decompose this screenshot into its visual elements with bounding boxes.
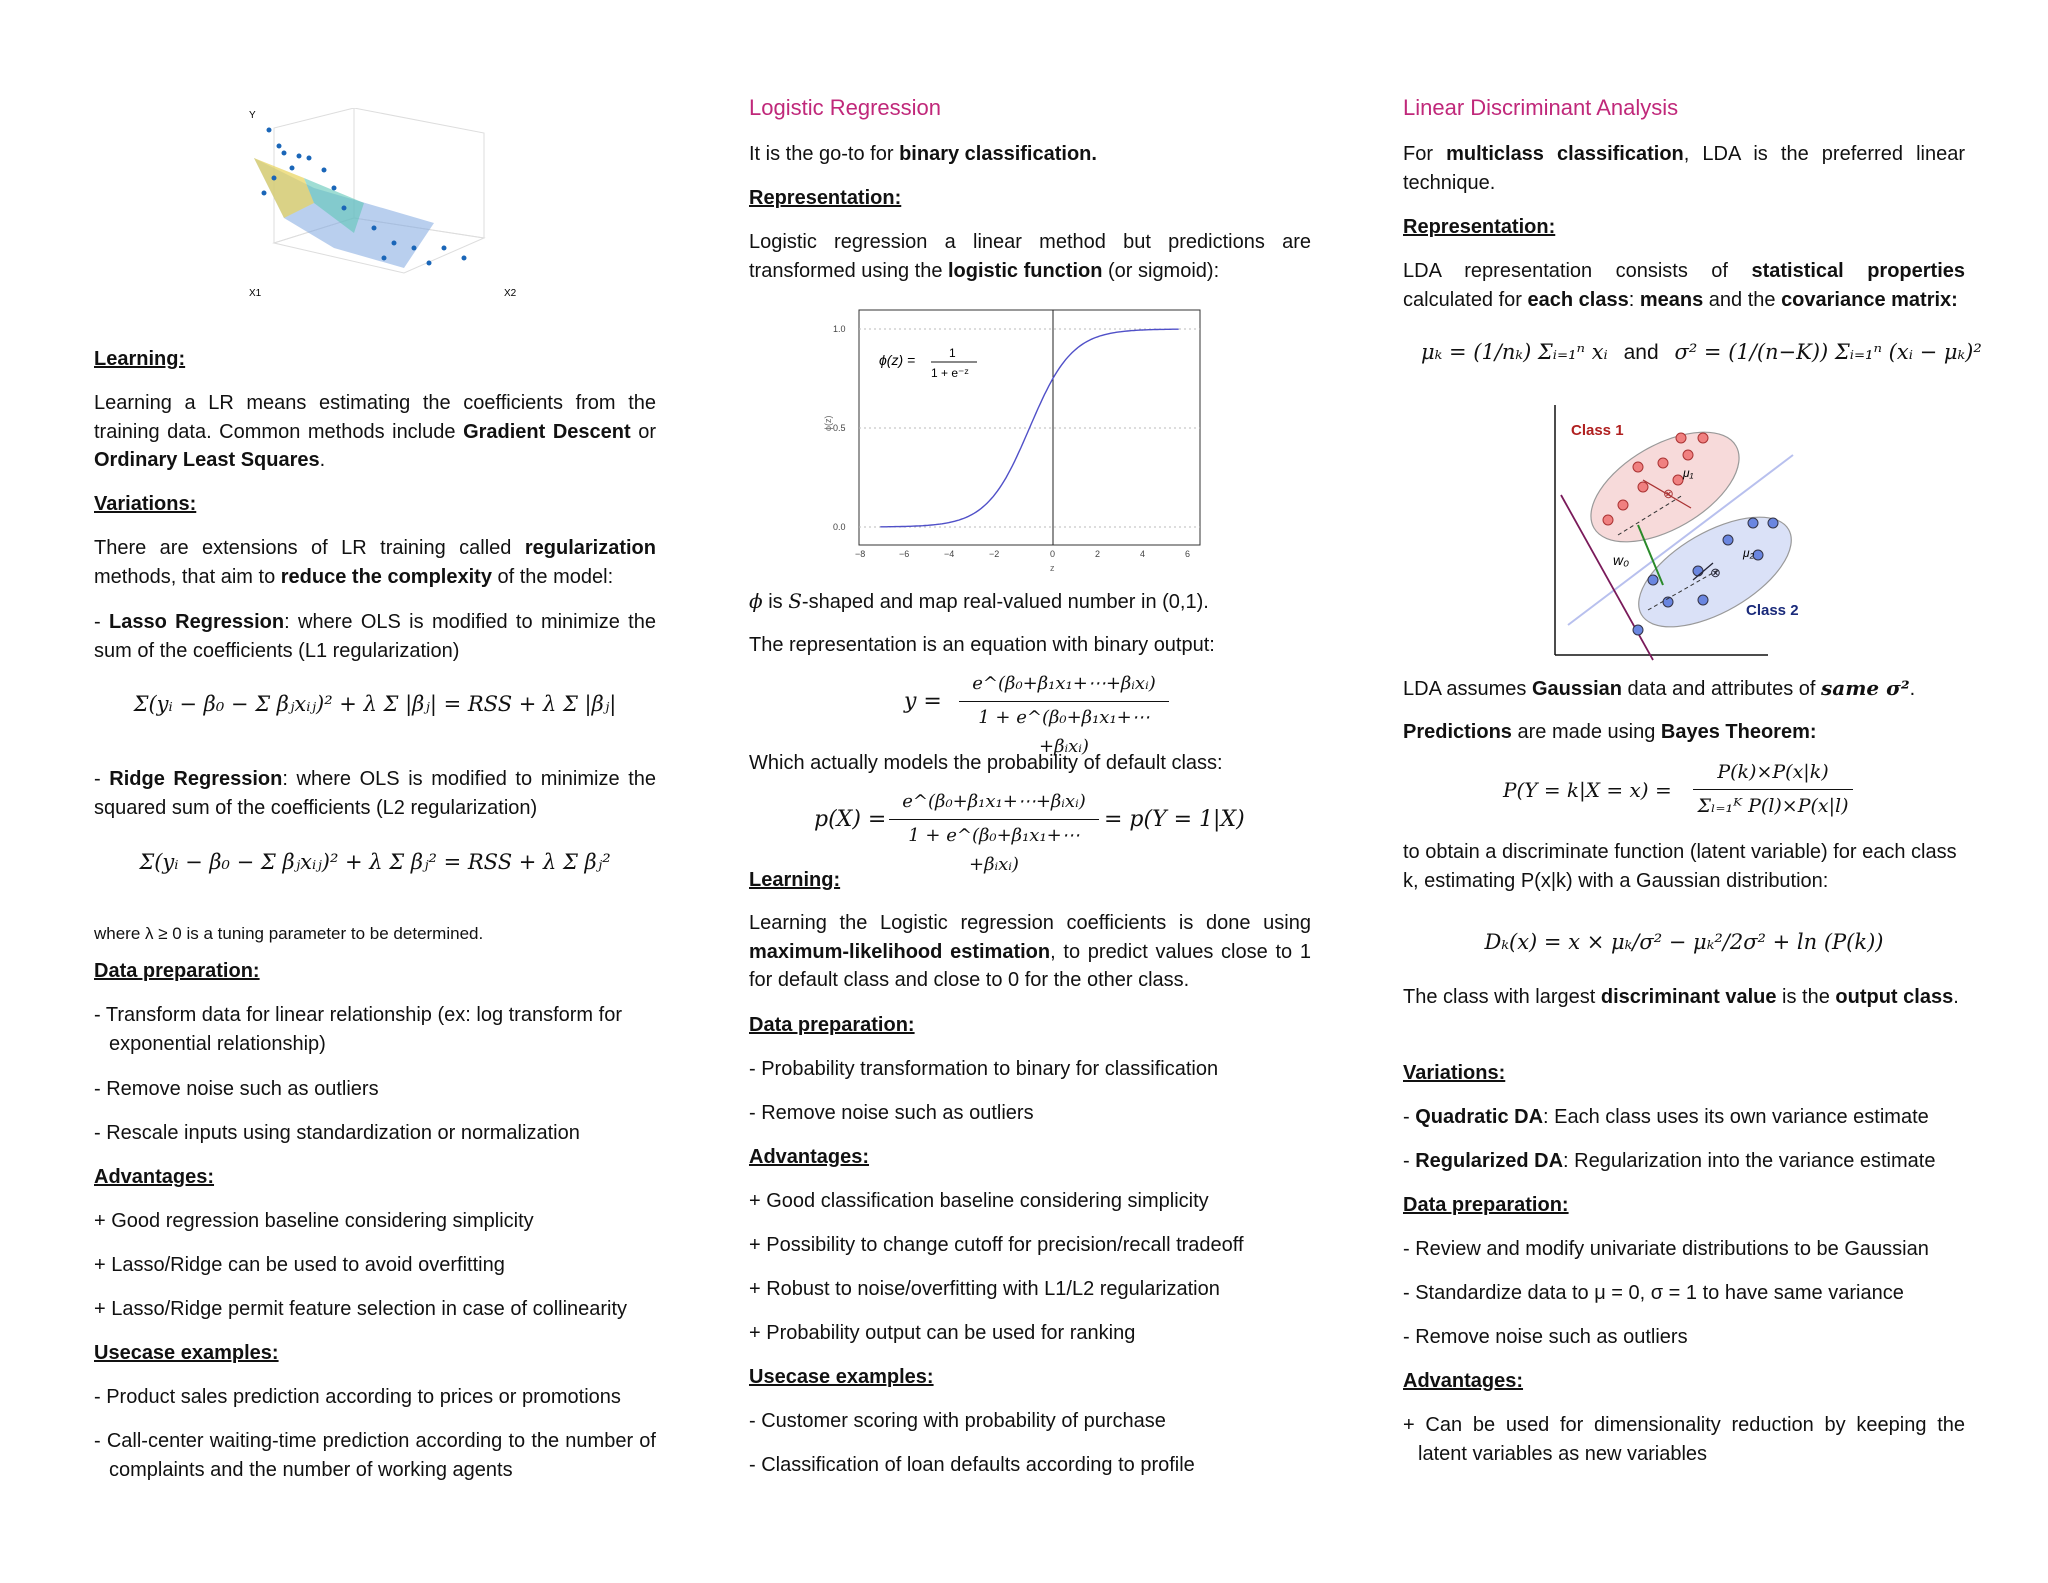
equation-y: y = e^(β₀+β₁x₁+⋯+βᵢxᵢ) 1 + e^(β₀+β₁x₁+⋯+βᵢxᵢ) <box>749 670 1311 730</box>
equation-note: The representation is an equation with binary output: <box>749 634 1215 656</box>
usecase-1: - Product sales prediction according to prices or promotions <box>94 1386 621 1408</box>
axis-label-x2: X2 <box>504 288 517 298</box>
ridge-text: - Ridge Regression: where OLS is modified to minimize the squared sum of the coefficients (L2 regularization) <box>94 768 657 819</box>
svg-text:⊗: ⊗ <box>1663 486 1674 501</box>
advantage-1: + Good classification baseline considering simplicity <box>749 1190 1209 1212</box>
representation-heading: Representation: <box>1403 216 1556 238</box>
svg-text:−8: −8 <box>855 549 866 559</box>
svg-text:1.0: 1.0 <box>833 324 846 334</box>
usecase-2: - Classification of loan defaults according to profile <box>749 1454 1195 1476</box>
advantage-3: + Lasso/Ridge permit feature selection in case of collinearity <box>94 1298 628 1320</box>
dataprep-heading: Data preparation: <box>749 1014 915 1036</box>
dataprep-heading: Data preparation: <box>94 960 260 982</box>
advantages-heading: Advantages: <box>94 1166 215 1188</box>
y-tick-labels <box>833 324 846 532</box>
fig-formula-num: 1 <box>949 346 956 360</box>
assumption-text: LDA assumes Gaussian data and attributes of same σ². <box>1403 676 1916 700</box>
advantage-1: + Good regression baseline considering simplicity <box>94 1210 534 1232</box>
axis-label-x1: X1 <box>249 288 262 298</box>
variation-1: - Quadratic DA: Each class uses its own variance estimate <box>1403 1106 1929 1128</box>
class1-label: Class 1 <box>1571 422 1624 439</box>
variations-heading: Variations: <box>94 493 197 515</box>
svg-text:0.0: 0.0 <box>833 522 846 532</box>
dataprep-heading: Data preparation: <box>1403 1194 1569 1216</box>
advantages-heading: Advantages: <box>749 1146 870 1168</box>
variations-text: There are extensions of LR training called regularization methods, that aim to reduce the complexity of the model: <box>94 537 656 588</box>
class2-label: Class 2 <box>1746 602 1799 619</box>
and-word: and <box>1623 341 1659 364</box>
intro-text: For multiclass classification, LDA is the preferred linear technique. <box>1403 143 1965 194</box>
variance-formula: σ² = (1/(n−K)) Σᵢ₌₁ⁿ (xᵢ − μₖ)² <box>1674 340 1982 364</box>
dataprep-item-1: - Probability transformation to binary for classification <box>749 1058 1219 1080</box>
y-axis-label: ϕ(z) <box>823 415 833 431</box>
svg-text:−2: −2 <box>989 549 1000 559</box>
advantage-2: + Possibility to change cutoff for precision/recall tradeoff <box>749 1234 1244 1256</box>
learning-heading: Learning: <box>749 869 841 891</box>
lda-figure <box>1543 395 1843 665</box>
prediction-text: Predictions are made using Bayes Theorem: <box>1403 721 1817 743</box>
lasso-text: - Lasso Regression: where OLS is modified to minimize the sum of the coefficients (L1 regularization) <box>94 611 656 662</box>
dataprep-item-3: - Rescale inputs using standardization or normalization <box>94 1122 580 1144</box>
learning-heading: Learning: <box>94 348 186 370</box>
fig-formula-den: 1 + e⁻ᶻ <box>931 366 969 380</box>
svg-text:−4: −4 <box>944 549 955 559</box>
advantage-2: + Lasso/Ridge can be used to avoid overfitting <box>94 1254 505 1276</box>
dataprep-item-2: - Remove noise such as outliers <box>749 1102 1034 1124</box>
usecase-1: - Customer scoring with probability of purchase <box>749 1410 1166 1432</box>
dataprep-item-1: - Transform data for linear relationship (ex: log transform for exponential relationship) <box>94 1004 622 1055</box>
learning-text: Learning the Logistic regression coefficients is done using maximum-likelihood estimation, to predict values close to 1 for default class and close to 0 for the other class. <box>749 912 1311 991</box>
learning-text: Learning a LR means estimating the coefficients from the training data. Common methods include Gradient Descent or Ordinary Least Squares. <box>94 392 657 471</box>
x-tick-labels <box>855 549 1190 559</box>
dataprep-item-2: - Remove noise such as outliers <box>94 1078 379 1100</box>
usecase-heading: Usecase examples: <box>749 1366 934 1388</box>
lambda-note: where λ ≥ 0 is a tuning parameter to be determined. <box>94 924 484 943</box>
equation-p: p(X) = e^(β₀+β₁x₁+⋯+βᵢxᵢ) 1 + e^(β₀+β₁x₁+⋯+βᵢxᵢ) = p(Y = 1|X) <box>814 791 1245 875</box>
axis-label-y: Y <box>249 110 256 121</box>
discriminant-text: to obtain a discriminate function (latent variable) for each class k, estimating P(x|k) with a Gaussian distribution: <box>1403 841 1957 892</box>
lasso-formula: Σ(yᵢ − β₀ − Σ βⱼxᵢⱼ)² + λ Σ |βⱼ| = RSS + λ Σ |βⱼ| <box>133 692 617 716</box>
svg-text:⊗: ⊗ <box>1710 565 1721 580</box>
variations-heading: Variations: <box>1403 1062 1506 1084</box>
variation-2: - Regularized DA: Regularization into the variance estimate <box>1403 1150 1936 1172</box>
svg-text:4: 4 <box>1140 549 1146 559</box>
probability-note: Which actually models the probability of default class: <box>749 752 1223 774</box>
dataprep-item-3: - Remove noise such as outliers <box>1403 1326 1688 1348</box>
phi-note: ϕ is S-shaped and map real-valued number in (0,1). <box>749 589 1209 613</box>
dataprep-item-1: - Review and modify univariate distributions to be Gaussian <box>1403 1238 1929 1260</box>
dataprep-item-2: - Standardize data to μ = 0, σ = 1 to have same variance <box>1403 1282 1904 1304</box>
advantage-1: + Can be used for dimensionality reduction by keeping the latent variables as new variables <box>1403 1414 1965 1465</box>
representation-text: LDA representation consists of statistical properties calculated for each class: means and the covariance matrix: <box>1403 260 1966 311</box>
svg-text:6: 6 <box>1185 549 1191 559</box>
usecase-heading: Usecase examples: <box>94 1342 279 1364</box>
svg-text:0.5: 0.5 <box>833 423 846 433</box>
advantage-3: + Robust to noise/overfitting with L1/L2 regularization <box>749 1278 1220 1300</box>
bayes-formula: P(Y = k|X = x) = P(k)×P(x|k) Σₗ₌₁ᴷ P(l)×P(x|l) <box>1403 758 1965 818</box>
advantage-4: + Probability output can be used for ranking <box>749 1322 1136 1344</box>
discriminant-formula: Dₖ(x) = x × μₖ/σ² − μₖ²/2σ² + ln (P(k)) <box>1484 930 1884 954</box>
mean-formula: μₖ = (1/nₖ) Σᵢ₌₁ⁿ xᵢ <box>1421 340 1608 364</box>
svg-text:−6: −6 <box>899 549 910 559</box>
mu2-label: μ₂ <box>1743 546 1755 560</box>
representation-heading: Representation: <box>749 187 902 209</box>
section-title: Linear Discriminant Analysis <box>1403 95 1679 120</box>
representation-text: Logistic regression a linear method but predictions are transformed using the logistic function (or sigmoid): <box>749 231 1311 282</box>
mean-variance-formulas <box>1403 338 1982 368</box>
mu1-label: μ₁ <box>1683 466 1694 480</box>
regression-3d-figure <box>244 108 524 298</box>
intro-text: It is the go-to for binary classification. <box>749 143 1097 165</box>
ridge-formula: Σ(yᵢ − β₀ − Σ βⱼxᵢⱼ)² + λ Σ βⱼ² = RSS + λ Σ βⱼ² <box>139 850 611 874</box>
largest-text: The class with largest discriminant value is the output class. <box>1403 986 1959 1008</box>
usecase-2: - Call-center waiting-time prediction according to the number of complaints and the number of working agents <box>94 1430 656 1481</box>
sigmoid-figure <box>819 305 1219 575</box>
x-axis-label: z <box>1050 563 1055 573</box>
svg-text:2: 2 <box>1095 549 1101 559</box>
w0-label: w₀ <box>1613 552 1630 568</box>
fig-formula-lhs: ϕ(z) = <box>879 352 916 368</box>
advantages-heading: Advantages: <box>1403 1370 1524 1392</box>
svg-text:0: 0 <box>1050 549 1056 559</box>
section-title: Logistic Regression <box>749 95 941 120</box>
